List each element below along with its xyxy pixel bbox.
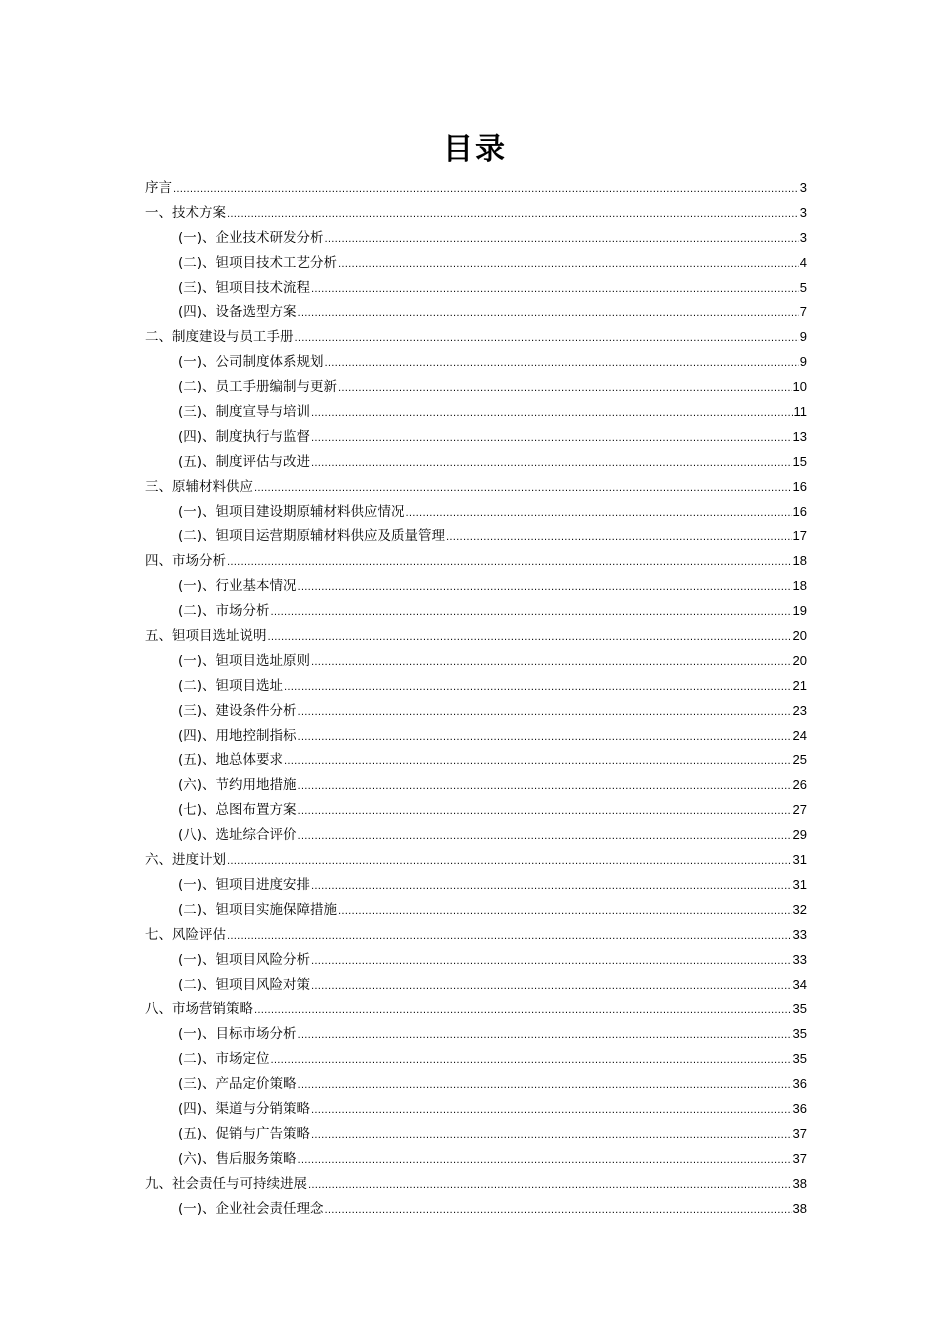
toc-page-number: 17	[792, 528, 807, 544]
toc-dot-leader	[311, 400, 792, 427]
toc-page-number: 38	[792, 1200, 807, 1216]
toc-dot-leader	[325, 226, 799, 253]
toc-entry-label: (一)、钽项目建设期原辅材料供应情况	[178, 503, 405, 520]
toc-dot-leader	[271, 599, 792, 626]
toc-entry-label: (二)、市场定位	[178, 1051, 270, 1068]
toc-page-number: 9	[799, 329, 807, 345]
toc-chapter-entry[interactable]	[145, 1172, 807, 1197]
toc-entry-label: (一)、目标市场分析	[178, 1026, 297, 1043]
toc-page-number: 3	[799, 229, 807, 245]
toc-section-entry[interactable]	[145, 1097, 807, 1122]
toc-dot-leader	[298, 724, 792, 751]
toc-page-number: 16	[792, 478, 807, 494]
toc-section-entry[interactable]	[145, 300, 807, 325]
toc-entry-label: (一)、钽项目选址原则	[178, 652, 311, 669]
toc-section-entry[interactable]	[145, 574, 807, 599]
toc-title: 目录	[443, 132, 507, 167]
toc-page-number: 15	[792, 453, 807, 469]
toc-dot-leader	[227, 923, 792, 950]
toc-page-number: 29	[792, 827, 807, 843]
toc-page-number: 23	[792, 702, 807, 718]
toc-section-entry[interactable]	[145, 649, 807, 674]
toc-page-number: 11	[793, 404, 807, 420]
toc-dot-leader	[298, 574, 792, 601]
toc-page-number: 27	[792, 802, 807, 818]
toc-chapter-entry[interactable]	[145, 848, 807, 873]
toc-section-entry[interactable]	[145, 674, 807, 699]
toc-entry-label: (一)、企业技术研发分析	[178, 229, 324, 246]
toc-dot-leader	[446, 524, 791, 551]
toc-chapter-entry[interactable]	[145, 549, 807, 574]
toc-entry-label: (五)、促销与广告策略	[178, 1125, 311, 1142]
toc-dot-leader	[173, 176, 799, 203]
toc-dot-leader	[311, 948, 791, 975]
toc-entry-label: (三)、钽项目技术流程	[178, 279, 311, 296]
toc-section-entry[interactable]	[145, 350, 807, 375]
toc-dot-leader	[298, 699, 792, 726]
toc-section-entry[interactable]	[145, 1197, 807, 1222]
toc-page-number: 18	[792, 578, 807, 594]
toc-chapter-entry[interactable]	[145, 475, 807, 500]
toc-entry-label: (一)、公司制度体系规划	[178, 354, 324, 371]
toc-dot-leader	[268, 624, 792, 651]
toc-entry-label: (二)、员工手册编制与更新	[178, 379, 338, 396]
toc-entry-label: (二)、钽项目风险对策	[178, 976, 311, 993]
toc-section-entry[interactable]	[145, 1122, 807, 1147]
toc-section-entry[interactable]	[145, 450, 807, 475]
toc-entry-label: (八)、选址综合评价	[178, 827, 297, 844]
toc-dot-leader	[254, 475, 792, 502]
toc-page-number: 20	[792, 628, 807, 644]
toc-page-number: 35	[792, 1001, 807, 1017]
toc-section-entry[interactable]	[145, 898, 807, 923]
toc-page-number: 3	[799, 204, 807, 220]
toc-section-entry[interactable]	[145, 1072, 807, 1097]
toc-page-number: 19	[792, 603, 807, 619]
toc-entry-label: (一)、钽项目进度安排	[178, 876, 311, 893]
toc-entry-label: (一)、行业基本情况	[178, 578, 297, 595]
toc-page-number: 32	[792, 901, 807, 917]
toc-entry-label: 二、制度建设与员工手册	[145, 329, 294, 346]
toc-dot-leader	[311, 425, 791, 452]
toc-page-number: 16	[792, 503, 807, 519]
toc-dot-leader	[298, 1147, 792, 1174]
toc-dot-leader	[298, 823, 792, 850]
toc-chapter-entry[interactable]	[145, 201, 807, 226]
toc-entry-label: (二)、钽项目技术工艺分析	[178, 254, 338, 271]
toc-entry-label: (二)、市场分析	[178, 603, 270, 620]
toc-section-entry[interactable]	[145, 948, 807, 973]
toc-entry-label: (一)、企业社会责任理念	[178, 1200, 324, 1217]
toc-page-number: 36	[792, 1076, 807, 1092]
toc-dot-leader	[308, 1172, 792, 1199]
toc-section-entry[interactable]	[145, 798, 807, 823]
toc-page-number: 4	[799, 254, 807, 270]
toc-dot-leader	[311, 276, 799, 303]
toc-page-number: 35	[792, 1051, 807, 1067]
toc-page-number: 25	[792, 752, 807, 768]
toc-section-entry[interactable]	[145, 599, 807, 624]
toc-entry-label: (二)、钽项目运营期原辅材料供应及质量管理	[178, 528, 446, 545]
toc-chapter-entry[interactable]	[145, 624, 807, 649]
toc-page-number: 9	[799, 354, 807, 370]
toc-section-entry[interactable]	[145, 1022, 807, 1047]
toc-list	[145, 176, 807, 1221]
toc-section-entry[interactable]	[145, 226, 807, 251]
toc-entry-label: 九、社会责任与可持续进展	[145, 1175, 307, 1192]
toc-page-number: 33	[792, 951, 807, 967]
toc-entry-label: (四)、用地控制指标	[178, 727, 297, 744]
toc-section-entry[interactable]	[145, 873, 807, 898]
toc-chapter-entry[interactable]	[145, 325, 807, 350]
toc-dot-leader	[295, 325, 799, 352]
toc-section-entry[interactable]	[145, 724, 807, 749]
toc-chapter-entry[interactable]	[145, 923, 807, 948]
toc-dot-leader	[311, 973, 791, 1000]
toc-section-entry[interactable]	[145, 375, 807, 400]
toc-page-number: 36	[792, 1100, 807, 1116]
toc-page-number: 13	[792, 428, 807, 444]
toc-section-entry[interactable]	[145, 699, 807, 724]
toc-page-number: 24	[792, 727, 807, 743]
toc-entry-label: (二)、钽项目选址	[178, 677, 284, 694]
toc-entry-label: (六)、售后服务策略	[178, 1150, 297, 1167]
toc-dot-leader	[284, 674, 791, 701]
toc-dot-leader	[311, 649, 791, 676]
toc-entry-label: (五)、地总体要求	[178, 752, 284, 769]
toc-section-entry[interactable]	[145, 400, 807, 425]
toc-dot-leader	[311, 1097, 791, 1124]
toc-section-entry[interactable]	[145, 276, 807, 301]
toc-entry-label: (二)、钽项目实施保障措施	[178, 901, 338, 918]
toc-entry-label: 七、风险评估	[145, 926, 226, 943]
toc-entry-label: (七)、总图布置方案	[178, 802, 297, 819]
toc-section-entry[interactable]	[145, 500, 807, 525]
toc-section-entry[interactable]	[145, 773, 807, 798]
toc-dot-leader	[406, 500, 792, 527]
toc-page-number: 31	[792, 852, 807, 868]
toc-page-number: 26	[792, 777, 807, 793]
toc-entry-label: 四、市场分析	[145, 553, 226, 570]
toc-entry-label: (四)、制度执行与监督	[178, 428, 311, 445]
toc-section-entry[interactable]	[145, 823, 807, 848]
toc-section-entry[interactable]	[145, 1147, 807, 1172]
toc-entry-label: (三)、建设条件分析	[178, 702, 297, 719]
toc-chapter-entry[interactable]	[145, 997, 807, 1022]
toc-dot-leader	[298, 1022, 792, 1049]
toc-page-number: 10	[792, 379, 807, 395]
toc-dot-leader	[298, 773, 792, 800]
toc-entry-label: (三)、制度宣导与培训	[178, 404, 311, 421]
toc-entry-label: 三、原辅材料供应	[145, 478, 253, 495]
toc-section-entry[interactable]	[145, 425, 807, 450]
toc-dot-leader	[298, 798, 792, 825]
toc-dot-leader	[311, 873, 791, 900]
toc-section-entry[interactable]	[145, 1047, 807, 1072]
toc-page-number: 34	[792, 976, 807, 992]
toc-section-entry[interactable]	[145, 524, 807, 549]
toc-dot-leader	[298, 300, 799, 327]
toc-page-number: 31	[792, 876, 807, 892]
toc-entry-label: (一)、钽项目风险分析	[178, 951, 311, 968]
toc-section-entry[interactable]	[145, 748, 807, 773]
toc-page-number: 20	[792, 652, 807, 668]
toc-page-number: 5	[799, 279, 807, 295]
toc-dot-leader	[325, 1197, 792, 1224]
toc-entry-label: (四)、设备选型方案	[178, 304, 297, 321]
toc-entry-label: 八、市场营销策略	[145, 1001, 253, 1018]
toc-entry-label: (五)、制度评估与改进	[178, 453, 311, 470]
toc-dot-leader	[338, 375, 791, 402]
toc-dot-leader	[227, 848, 792, 875]
toc-section-entry[interactable]	[145, 251, 807, 276]
toc-entry-label: 六、进度计划	[145, 852, 226, 869]
toc-dot-leader	[311, 1122, 791, 1149]
toc-page-number: 21	[792, 677, 807, 693]
toc-dot-leader	[311, 450, 791, 477]
toc-dot-leader	[284, 748, 791, 775]
toc-page-number: 37	[792, 1150, 807, 1166]
toc-dot-leader	[338, 251, 799, 278]
toc-entry-label: (六)、节约用地措施	[178, 777, 297, 794]
toc-entry-label: 一、技术方案	[145, 204, 226, 221]
toc-dot-leader	[254, 997, 792, 1024]
toc-dot-leader	[325, 350, 799, 377]
toc-dot-leader	[227, 201, 799, 228]
toc-dot-leader	[271, 1047, 792, 1074]
toc-page-number: 35	[792, 1026, 807, 1042]
toc-entry-label: (三)、产品定价策略	[178, 1076, 297, 1093]
toc-dot-leader	[338, 898, 791, 925]
toc-entry-label: 五、钽项目选址说明	[145, 628, 267, 645]
toc-page-number: 38	[792, 1175, 807, 1191]
toc-page-number: 37	[792, 1125, 807, 1141]
toc-dot-leader	[298, 1072, 792, 1099]
toc-page-number: 33	[792, 926, 807, 942]
toc-page-number: 18	[792, 553, 807, 569]
toc-section-entry[interactable]	[145, 973, 807, 998]
toc-entry-label: 序言	[145, 180, 172, 196]
toc-page-number: 3	[799, 180, 807, 195]
toc-entry-label: (四)、渠道与分销策略	[178, 1100, 311, 1117]
toc-dot-leader	[227, 549, 792, 576]
toc-page-number: 7	[799, 304, 807, 320]
toc-chapter-entry[interactable]	[145, 176, 807, 201]
